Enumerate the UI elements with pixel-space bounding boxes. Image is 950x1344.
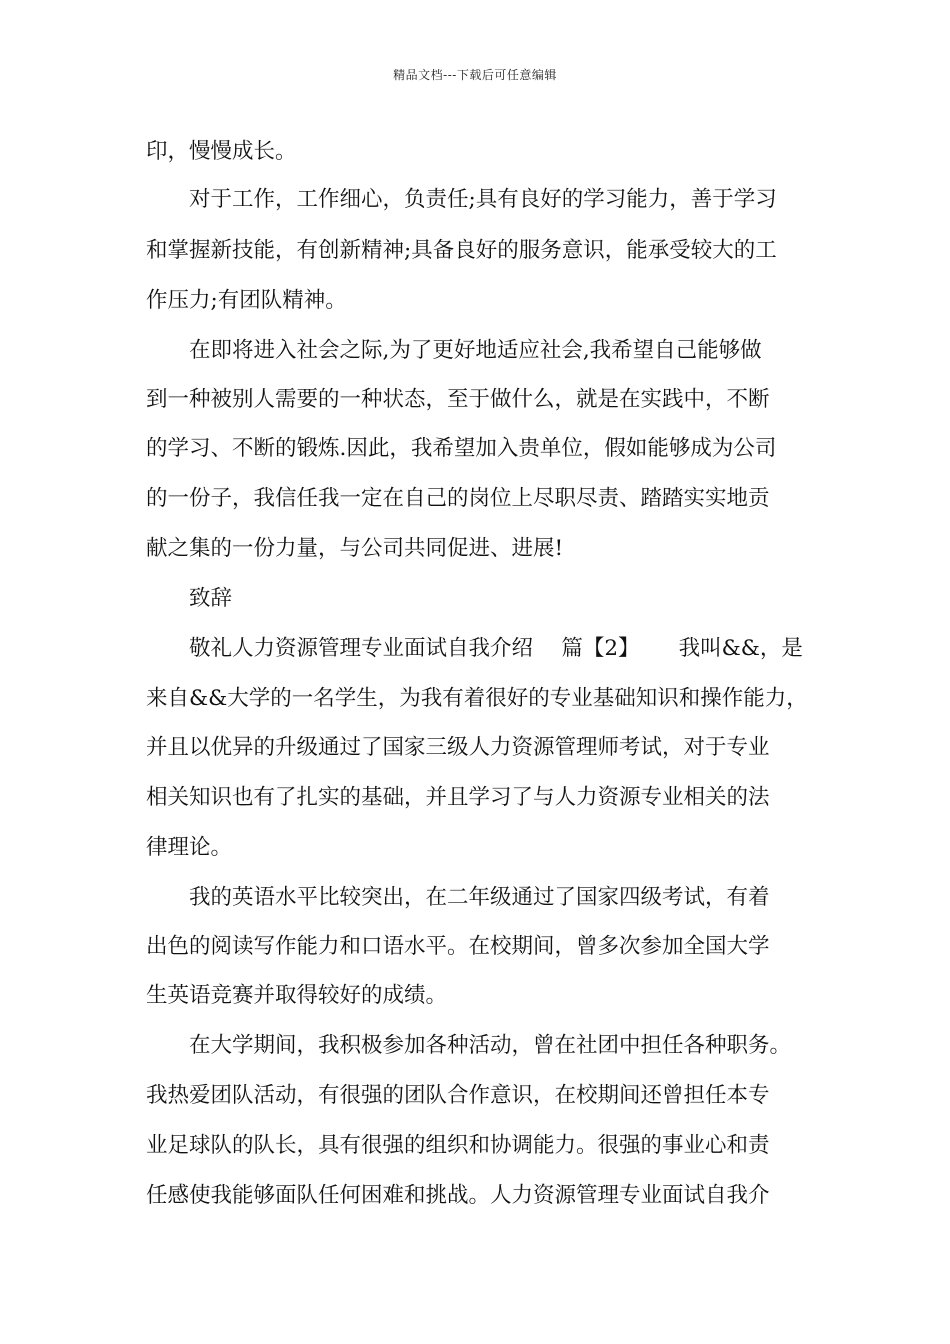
text-line: 献之集的一份力量，与公司共同促进、进展!	[146, 536, 564, 561]
text-line: 出色的阅读写作能力和口语水平。在校期间，曾多次参加全国大学	[146, 934, 770, 959]
text-line: 律理论。	[146, 835, 233, 860]
text-line: 在即将进入社会之际,为了更好地适应社会,我希望自己能够做	[189, 338, 762, 363]
text-line: 到一种被别人需要的一种状态，至于做什么，就是在实践中，不断	[146, 387, 770, 412]
text-line: 来自&&大学的一名学生，为我有着很好的专业基础知识和操作能力，	[146, 686, 808, 711]
text-line: 作压力;有团队精神。	[146, 288, 347, 313]
text-line: 并且以优异的升级通过了国家三级人力资源管理师考试，对于专业	[146, 735, 770, 760]
text-line: 生英语竞赛并取得较好的成绩。	[146, 983, 448, 1008]
text-line: 对于工作，工作细心，负责任;具有良好的学习能力，善于学习	[189, 187, 777, 212]
text-line: 敬礼人力资源管理专业面试自我介绍 篇【2】 我叫&&，是	[189, 636, 803, 661]
text-line: 在大学期间，我积极参加各种活动，曾在社团中担任各种职务。	[189, 1033, 792, 1058]
page-header: 精品文档---下载后可任意编辑	[393, 68, 557, 82]
text-line: 我的英语水平比较突出，在二年级通过了国家四级考试，有着	[189, 885, 770, 910]
text-line: 印，慢慢成长。	[146, 139, 297, 164]
text-line: 相关知识也有了扎实的基础，并且学习了与人力资源专业相关的法	[146, 785, 770, 810]
text-line: 和掌握新技能，有创新精神;具备良好的服务意识，能承受较大的工	[146, 238, 777, 263]
text-line: 致辞	[189, 586, 233, 611]
text-line: 业足球队的队长，具有很强的组织和协调能力。很强的事业心和责	[146, 1133, 770, 1158]
text-line: 的学习、不断的锻炼.因此，我希望加入贵单位，假如能够成为公司	[146, 436, 777, 461]
text-line: 任感使我能够面队任何困难和挑战。人力资源管理专业面试自我介	[146, 1183, 770, 1208]
text-line: 我热爱团队活动，有很强的团队合作意识，在校期间还曾担任本专	[146, 1083, 770, 1108]
text-line: 的一份子，我信任我一定在自己的岗位上尽职尽责、踏踏实实地贡	[146, 486, 770, 511]
